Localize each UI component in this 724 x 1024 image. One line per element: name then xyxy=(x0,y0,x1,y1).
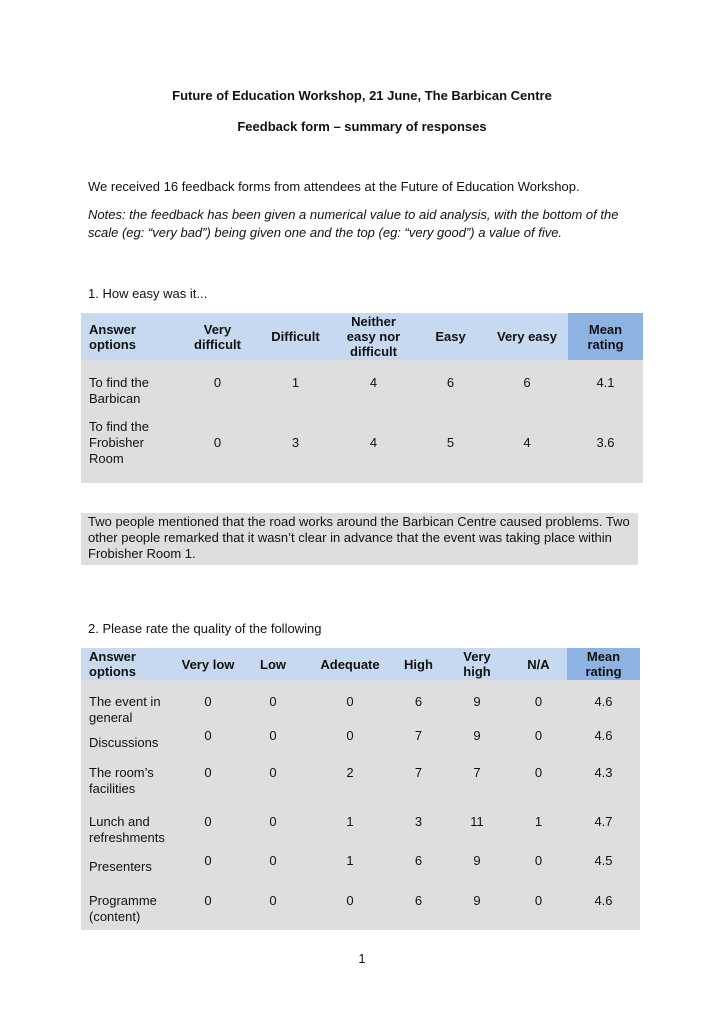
header-difficult: Difficult xyxy=(259,313,332,360)
table-cell: 0 xyxy=(177,851,239,884)
row-label: The room’s facilities xyxy=(81,764,177,810)
table-cell: 0 xyxy=(239,851,307,884)
table-cell: 3 xyxy=(393,810,444,851)
table-cell: 9 xyxy=(444,726,510,764)
table-cell: 0 xyxy=(176,360,259,413)
section2-heading: 2. Please rate the quality of the following xyxy=(88,621,322,636)
table-cell: 9 xyxy=(444,851,510,884)
header-neither: Neither easy nor difficult xyxy=(332,313,415,360)
mean-rating-cell: 4.1 xyxy=(568,360,643,413)
table-cell: 4 xyxy=(332,413,415,483)
header-very-easy: Very easy xyxy=(486,313,568,360)
table-cell: 1 xyxy=(259,360,332,413)
row-label: The event in general xyxy=(81,680,177,726)
table-cell: 0 xyxy=(177,726,239,764)
table-cell: 0 xyxy=(176,413,259,483)
row-label: Lunch and refreshments xyxy=(81,810,177,851)
table-row xyxy=(81,360,643,413)
mean-rating-cell: 4.7 xyxy=(567,810,640,851)
table-cell: 0 xyxy=(510,884,567,930)
header-na: N/A xyxy=(510,648,567,680)
table-cell: 9 xyxy=(444,884,510,930)
table-cell: 0 xyxy=(239,726,307,764)
table-cell: 1 xyxy=(307,810,393,851)
header-adequate: Adequate xyxy=(307,648,393,680)
table-cell: 7 xyxy=(393,764,444,810)
mean-rating-cell: 3.6 xyxy=(568,413,643,483)
table-cell: 0 xyxy=(239,810,307,851)
table-cell: 0 xyxy=(307,884,393,930)
header-mean-rating: Mean rating xyxy=(567,648,640,680)
header-answer-options: Answer options xyxy=(81,648,177,680)
header-very-high: Very high xyxy=(444,648,510,680)
table-cell: 2 xyxy=(307,764,393,810)
table-cell: 0 xyxy=(510,851,567,884)
table-cell: 7 xyxy=(444,764,510,810)
table-row xyxy=(81,680,640,726)
table-row xyxy=(81,884,640,930)
table-cell: 0 xyxy=(239,884,307,930)
header-very-low: Very low xyxy=(177,648,239,680)
mean-rating-cell: 4.3 xyxy=(567,764,640,810)
header-easy: Easy xyxy=(415,313,486,360)
mean-rating-cell: 4.5 xyxy=(567,851,640,884)
page-number: 1 xyxy=(358,951,366,966)
table-cell: 0 xyxy=(307,680,393,726)
row-label: To find the Frobisher Room xyxy=(81,413,176,483)
table-row xyxy=(81,726,640,764)
table-cell: 1 xyxy=(510,810,567,851)
header-high: High xyxy=(393,648,444,680)
table-cell: 3 xyxy=(259,413,332,483)
table-cell: 4 xyxy=(486,413,568,483)
table-cell: 0 xyxy=(307,726,393,764)
row-label: Presenters xyxy=(81,851,177,884)
table-cell: 6 xyxy=(486,360,568,413)
section1-heading: 1. How easy was it... xyxy=(88,286,208,301)
table-cell: 6 xyxy=(393,851,444,884)
table-cell: 0 xyxy=(239,680,307,726)
row-label: Discussions xyxy=(81,726,177,764)
header-answer-options: Answer options xyxy=(81,313,176,360)
table-cell: 0 xyxy=(177,680,239,726)
mean-rating-cell: 4.6 xyxy=(567,726,640,764)
table-cell: 6 xyxy=(393,884,444,930)
table-cell: 0 xyxy=(177,884,239,930)
notes-paragraph: Notes: the feedback has been given a numerical value to aid analysis, with the bottom of the scale (eg: “very bad”) being given one and the top (eg: “very good”) a value of five. xyxy=(88,207,619,240)
table-cell: 0 xyxy=(177,764,239,810)
section1-comment: Two people mentioned that the road works around the Barbican Centre caused problems. Two other people remarked that it wasn’t clear in advance that the event was taking place within Frobisher Room 1. xyxy=(81,513,638,565)
intro-paragraph: We received 16 feedback forms from attendees at the Future of Education Workshop. xyxy=(88,179,580,194)
table-row xyxy=(81,764,640,810)
section1-table xyxy=(81,313,643,483)
table-cell: 6 xyxy=(393,680,444,726)
table-cell: 6 xyxy=(415,360,486,413)
mean-rating-cell: 4.6 xyxy=(567,680,640,726)
table-cell: 0 xyxy=(510,726,567,764)
table-cell: 1 xyxy=(307,851,393,884)
table-cell: 0 xyxy=(510,680,567,726)
table-cell: 0 xyxy=(239,764,307,810)
table-cell: 4 xyxy=(332,360,415,413)
table-row xyxy=(81,851,640,884)
table-row xyxy=(81,413,643,483)
header-very-difficult: Very difficult xyxy=(176,313,259,360)
table-cell: 0 xyxy=(177,810,239,851)
table-cell: 0 xyxy=(510,764,567,810)
table-cell: 5 xyxy=(415,413,486,483)
mean-rating-cell: 4.6 xyxy=(567,884,640,930)
table-row xyxy=(81,810,640,851)
section2-table xyxy=(81,648,640,930)
document-title: Future of Education Workshop, 21 June, The Barbican Centre xyxy=(172,88,552,103)
table-cell: 7 xyxy=(393,726,444,764)
row-label: Programme (content) xyxy=(81,884,177,930)
table-cell: 9 xyxy=(444,680,510,726)
header-low: Low xyxy=(239,648,307,680)
header-mean-rating: Mean rating xyxy=(568,313,643,360)
table-cell: 11 xyxy=(444,810,510,851)
row-label: To find the Barbican xyxy=(81,360,176,413)
document-subtitle: Feedback form – summary of responses xyxy=(237,119,487,134)
